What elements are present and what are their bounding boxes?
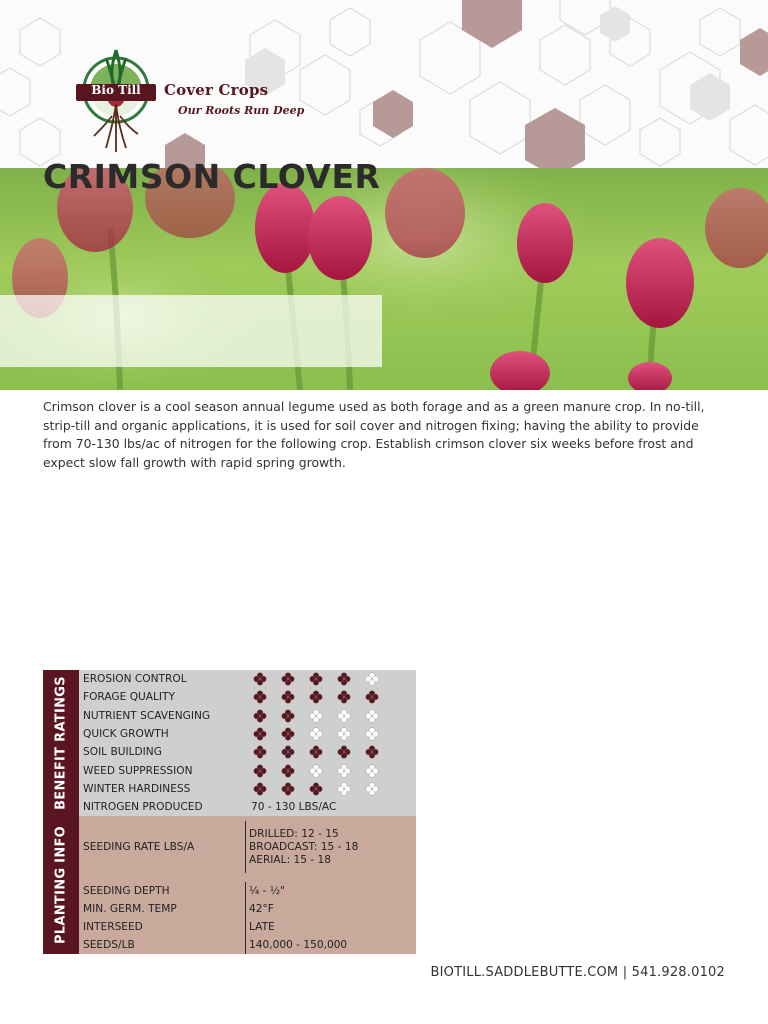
benefit-label: FORAGE QUALITY (83, 691, 176, 704)
clover-icon (335, 709, 353, 723)
planting-info-label (43, 816, 79, 954)
nitrogen-value: 70 - 130 LBS/AC (251, 801, 337, 814)
clover-icon (279, 745, 297, 759)
page-title: CRIMSON CLOVER (43, 157, 381, 196)
clover-icon (251, 782, 269, 796)
clover-icon (251, 672, 269, 686)
clover-icon (307, 690, 325, 704)
benefit-label: SOIL BUILDING (83, 746, 162, 759)
clover-icon (251, 690, 269, 704)
planting-info-title: PLANTING INFO (53, 826, 69, 945)
planting-value (245, 936, 416, 954)
planting-value-line: 42°F (249, 902, 274, 915)
clover-icon (251, 727, 269, 741)
planting-row (79, 918, 416, 936)
clover-icon (307, 764, 325, 778)
title-band (0, 295, 382, 367)
clover-icon (279, 709, 297, 723)
benefit-row (79, 725, 416, 743)
planting-value-line: AERIAL: 15 - 18 (249, 853, 332, 866)
nitrogen-label: NITROGEN PRODUCED (83, 801, 203, 814)
clover-icon (279, 727, 297, 741)
planting-value (245, 918, 416, 936)
benefit-rating (245, 782, 416, 796)
benefit-row (79, 688, 416, 706)
hero-image (0, 168, 768, 390)
clover-icon (335, 690, 353, 704)
planting-row (79, 816, 416, 882)
clover-icon (251, 745, 269, 759)
footer-separator: | (622, 965, 628, 980)
crop-info-table (43, 670, 416, 954)
clover-icon (251, 709, 269, 723)
planting-value-line: ¼ - ½" (249, 884, 285, 897)
planting-value (245, 821, 416, 873)
clover-icon (307, 727, 325, 741)
benefit-label: WEED SUPPRESSION (83, 764, 193, 777)
clover-icon (363, 764, 381, 778)
footer-contact (431, 965, 725, 980)
page-header (0, 0, 768, 168)
brand-tagline: Our Roots Run Deep (178, 104, 305, 117)
clover-icon (363, 672, 381, 686)
clover-icon (363, 690, 381, 704)
benefit-label: EROSION CONTROL (83, 673, 187, 686)
crop-description: Crimson clover is a cool season annual legume used as both forage and as a green manure crop. In no-till, strip-till and organic applications, it is used for soil cover and nitrogen fixing; having the ability to provide from 70-130 lbs/ac of nitrogen for the following crop. Establish crimson clover six weeks before frost and expect slow fall growth with rapid spring growth. (43, 399, 705, 470)
benefit-rating (245, 709, 416, 723)
clover-icon (363, 709, 381, 723)
planting-label: SEEDING RATE LBS/A (83, 841, 195, 854)
clover-icon (335, 782, 353, 796)
clover-icon (279, 672, 297, 686)
planting-label: SEEDING DEPTH (83, 885, 170, 898)
planting-label: SEEDS/LB (83, 939, 135, 952)
clover-icon (335, 727, 353, 741)
clover-icon (307, 709, 325, 723)
clover-icon (363, 727, 381, 741)
clover-icon (279, 690, 297, 704)
benefit-row (79, 670, 416, 688)
planting-row (79, 882, 416, 900)
benefit-ratings-label (43, 670, 79, 816)
planting-row (79, 900, 416, 918)
planting-value-line: LATE (249, 920, 275, 933)
planting-rows (79, 816, 416, 954)
clover-icon (335, 745, 353, 759)
benefit-label: WINTER HARDINESS (83, 782, 191, 795)
clover-icon (363, 745, 381, 759)
clover-icon (279, 782, 297, 796)
footer-website[interactable]: BIOTILL.SADDLEBUTTE.COM (430, 965, 619, 980)
brand-name: Cover Crops (164, 81, 269, 99)
benefit-ratings-title: BENEFIT RATINGS (53, 676, 69, 811)
footer-phone[interactable]: 541.928.0102 (631, 965, 725, 980)
planting-value-line: BROADCAST: 15 - 18 (249, 840, 359, 853)
benefit-label: NUTRIENT SCAVENGING (83, 709, 211, 722)
clover-icon (251, 764, 269, 778)
benefit-ratings-section (43, 670, 416, 816)
benefit-rating (245, 727, 416, 741)
clover-icon (335, 764, 353, 778)
benefit-rows (79, 670, 416, 816)
bio-till-logo (76, 44, 156, 154)
clover-icon (335, 672, 353, 686)
planting-label: MIN. GERM. TEMP (83, 903, 177, 916)
clover-icon (363, 782, 381, 796)
clover-icon (279, 764, 297, 778)
benefit-rating (245, 745, 416, 759)
planting-label: INTERSEED (83, 921, 143, 934)
planting-value (245, 882, 416, 900)
planting-value (245, 900, 416, 918)
clover-icon (307, 672, 325, 686)
benefit-rating (245, 672, 416, 686)
benefit-row (79, 743, 416, 761)
benefit-label: QUICK GROWTH (83, 728, 169, 741)
planting-info-section (43, 816, 416, 954)
planting-value-line: 140,000 - 150,000 (249, 938, 348, 951)
planting-row (79, 936, 416, 954)
clover-icon (307, 782, 325, 796)
planting-value-line: DRILLED: 12 - 15 (249, 827, 339, 840)
nitrogen-row (79, 798, 416, 816)
benefit-rating (245, 764, 416, 778)
benefit-rating (245, 690, 416, 704)
benefit-row (79, 761, 416, 779)
clover-icon (307, 745, 325, 759)
benefit-row (79, 780, 416, 798)
logo-text: Bio Till (91, 83, 141, 97)
benefit-row (79, 707, 416, 725)
